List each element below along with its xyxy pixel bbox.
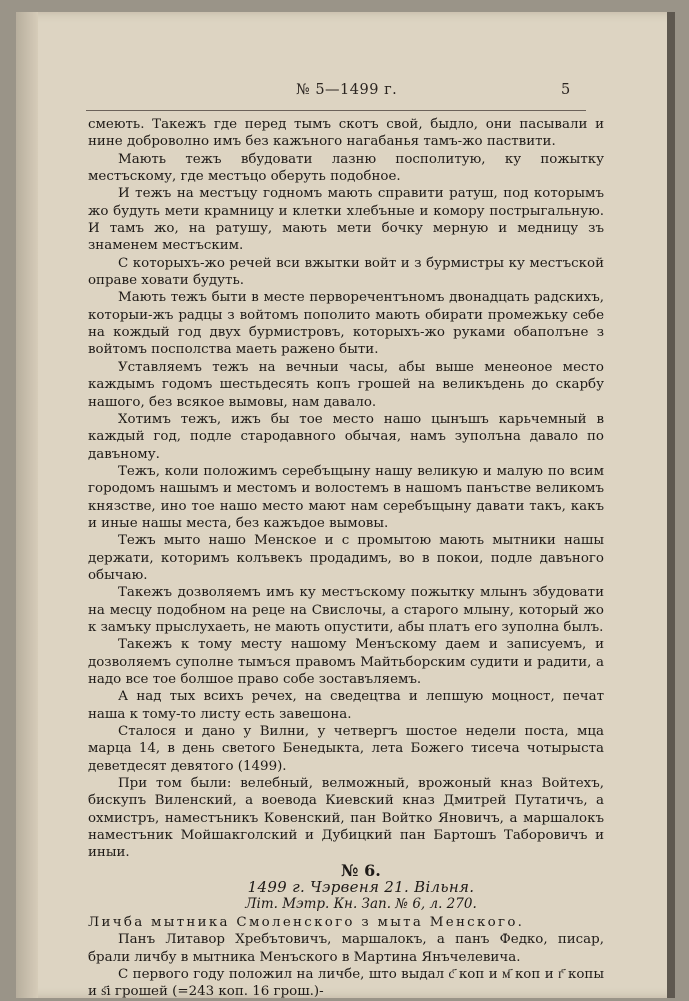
- header-rule: [86, 110, 586, 111]
- paragraph: Сталося и дано у Вилни, у четвергъ шостое недели поста, мца марца 14, в день светого Бенедыкта, лета Божего тисеча чотырыста деветдесят девятого (1499).: [88, 724, 604, 774]
- page-number: 5: [561, 82, 571, 98]
- paragraph: Хотимъ тежъ, ижъ бы тое место нашо цынъшъ карьчемный в каждый год, подле стародавного обычая, намъ зуполъна давало по давъному.: [88, 411, 604, 462]
- paragraph: А над тых всихъ речех, на сведецтва и лепшую моцност, печат наша к тому-то листу есть завешона.: [88, 689, 604, 722]
- document-heading: Личба мытника Смоленского з мыта Менского.: [88, 914, 525, 930]
- paragraph: Такежъ дозволяемъ имъ ку местъскому пожытку млынъ збудовати на месцу подобном на реце на Свислочы, а старого млыну, который жо к замъку прыслухаеть, не мають опустити, абы платъ его зуполна былъ.: [88, 585, 604, 635]
- document-number: № 6.: [341, 860, 381, 880]
- document-dateline: 1499 г. Чэрвеня 21. Вільня.: [247, 878, 475, 897]
- paragraph: Такежъ к тому месту нашому Менъскому даем и записуемъ, и дозволяемъ суполне тымъся правомъ Майтьборским судити и радити, а надо все тое болшое право собе зоставъляемъ.: [88, 637, 604, 687]
- paragraph: смеють. Такежъ где перед тымъ скотъ свой, быдло, они пасывали и нине доброволно имъ без кажъного нагабанья тамъ-жо паствити.: [88, 117, 604, 150]
- paragraph: При том были: велебный, велможный, врожоный кназ Войтехъ, бискупъ Виленский, а воевода Киевский кназ Дмитрей Путатичъ, а охмистръ, наместъникъ Ковенский, пан Войтко Яновичъ, а маршалокъ наместъник Мойшакголский и Дубицкий пан Бартошъ Таборовичъ и иныи.: [88, 776, 604, 861]
- paragraph: Тежъ, коли положимъ серебъщыну нашу великую и малую по всим городомъ нашымъ и местомъ и волостемъ в нашомъ панъстве великомъ князстве, ино тое нашо место мают нам серебъщыну давати такъ, какъ и иные нашы места, без кажъдое вымовы.: [88, 463, 604, 531]
- document-body: [88, 116, 604, 1001]
- paragraph: Мають тежъ быти в месте перворечентъномъ двонадцать радскихъ, которыи-жъ радцы з войтомъ пополито мають обирати промежьку себе на кождый год двух бурмистровъ, которыхъ-жо руками обаполъне з войтомъ посполства маеть ражено быти.: [88, 290, 604, 358]
- paragraph: И тежъ на местъцу годномъ мають справити ратуш, под которымъ жо будуть мети крамницу и клетки хлебъные и комору пострыгальную. И тамъ жо, на ратушу, мають мети бочку мерную и медницу зъ знаменем местъским.: [88, 186, 604, 254]
- page-edge: [667, 12, 675, 998]
- running-header: [16, 82, 675, 104]
- book-page: [16, 12, 675, 998]
- paragraph: Уставляемъ тежъ на вечныи часы, абы выше менеoное место каждымъ годомъ шестьдесять копъ грошей на великъдень до скарбу нашого, без всякое вымовы, нам давало.: [88, 359, 604, 410]
- document-source: Літ. Мэтр. Кн. Зап. № 6, л. 270.: [245, 896, 477, 913]
- paragraph: Тежъ мыто нашо Менское и с промытою мають мытники нашы держати, которимъ колъвекъ продадимъ, во в покои, подле давъного обычаю.: [88, 533, 604, 583]
- paragraph: С которыхъ-жо речей вси вжытки войт и з бурмистры ку местъской оправе ховати будуть.: [88, 255, 604, 289]
- book-spine: [16, 12, 38, 998]
- paragraph: Мають тежъ вбудовати лазню посполитую, ку пожытку местъскому, где местъцо оберуть подобное.: [88, 151, 604, 185]
- paragraph: Панъ Литавор Хребътовичъ, маршалокъ, а панъ Федко, писар, брали личбу в мытника Менъского в Мартина Янъчелевича.: [88, 932, 604, 965]
- paragraph: С первого году положил на личбе, што выдал с҃ коп и м҃ коп и г҃ копы и ѕ҃і грошей (=243 коп. 16 грош.)-: [88, 966, 604, 1000]
- running-title: № 5—1499 г.: [296, 82, 398, 98]
